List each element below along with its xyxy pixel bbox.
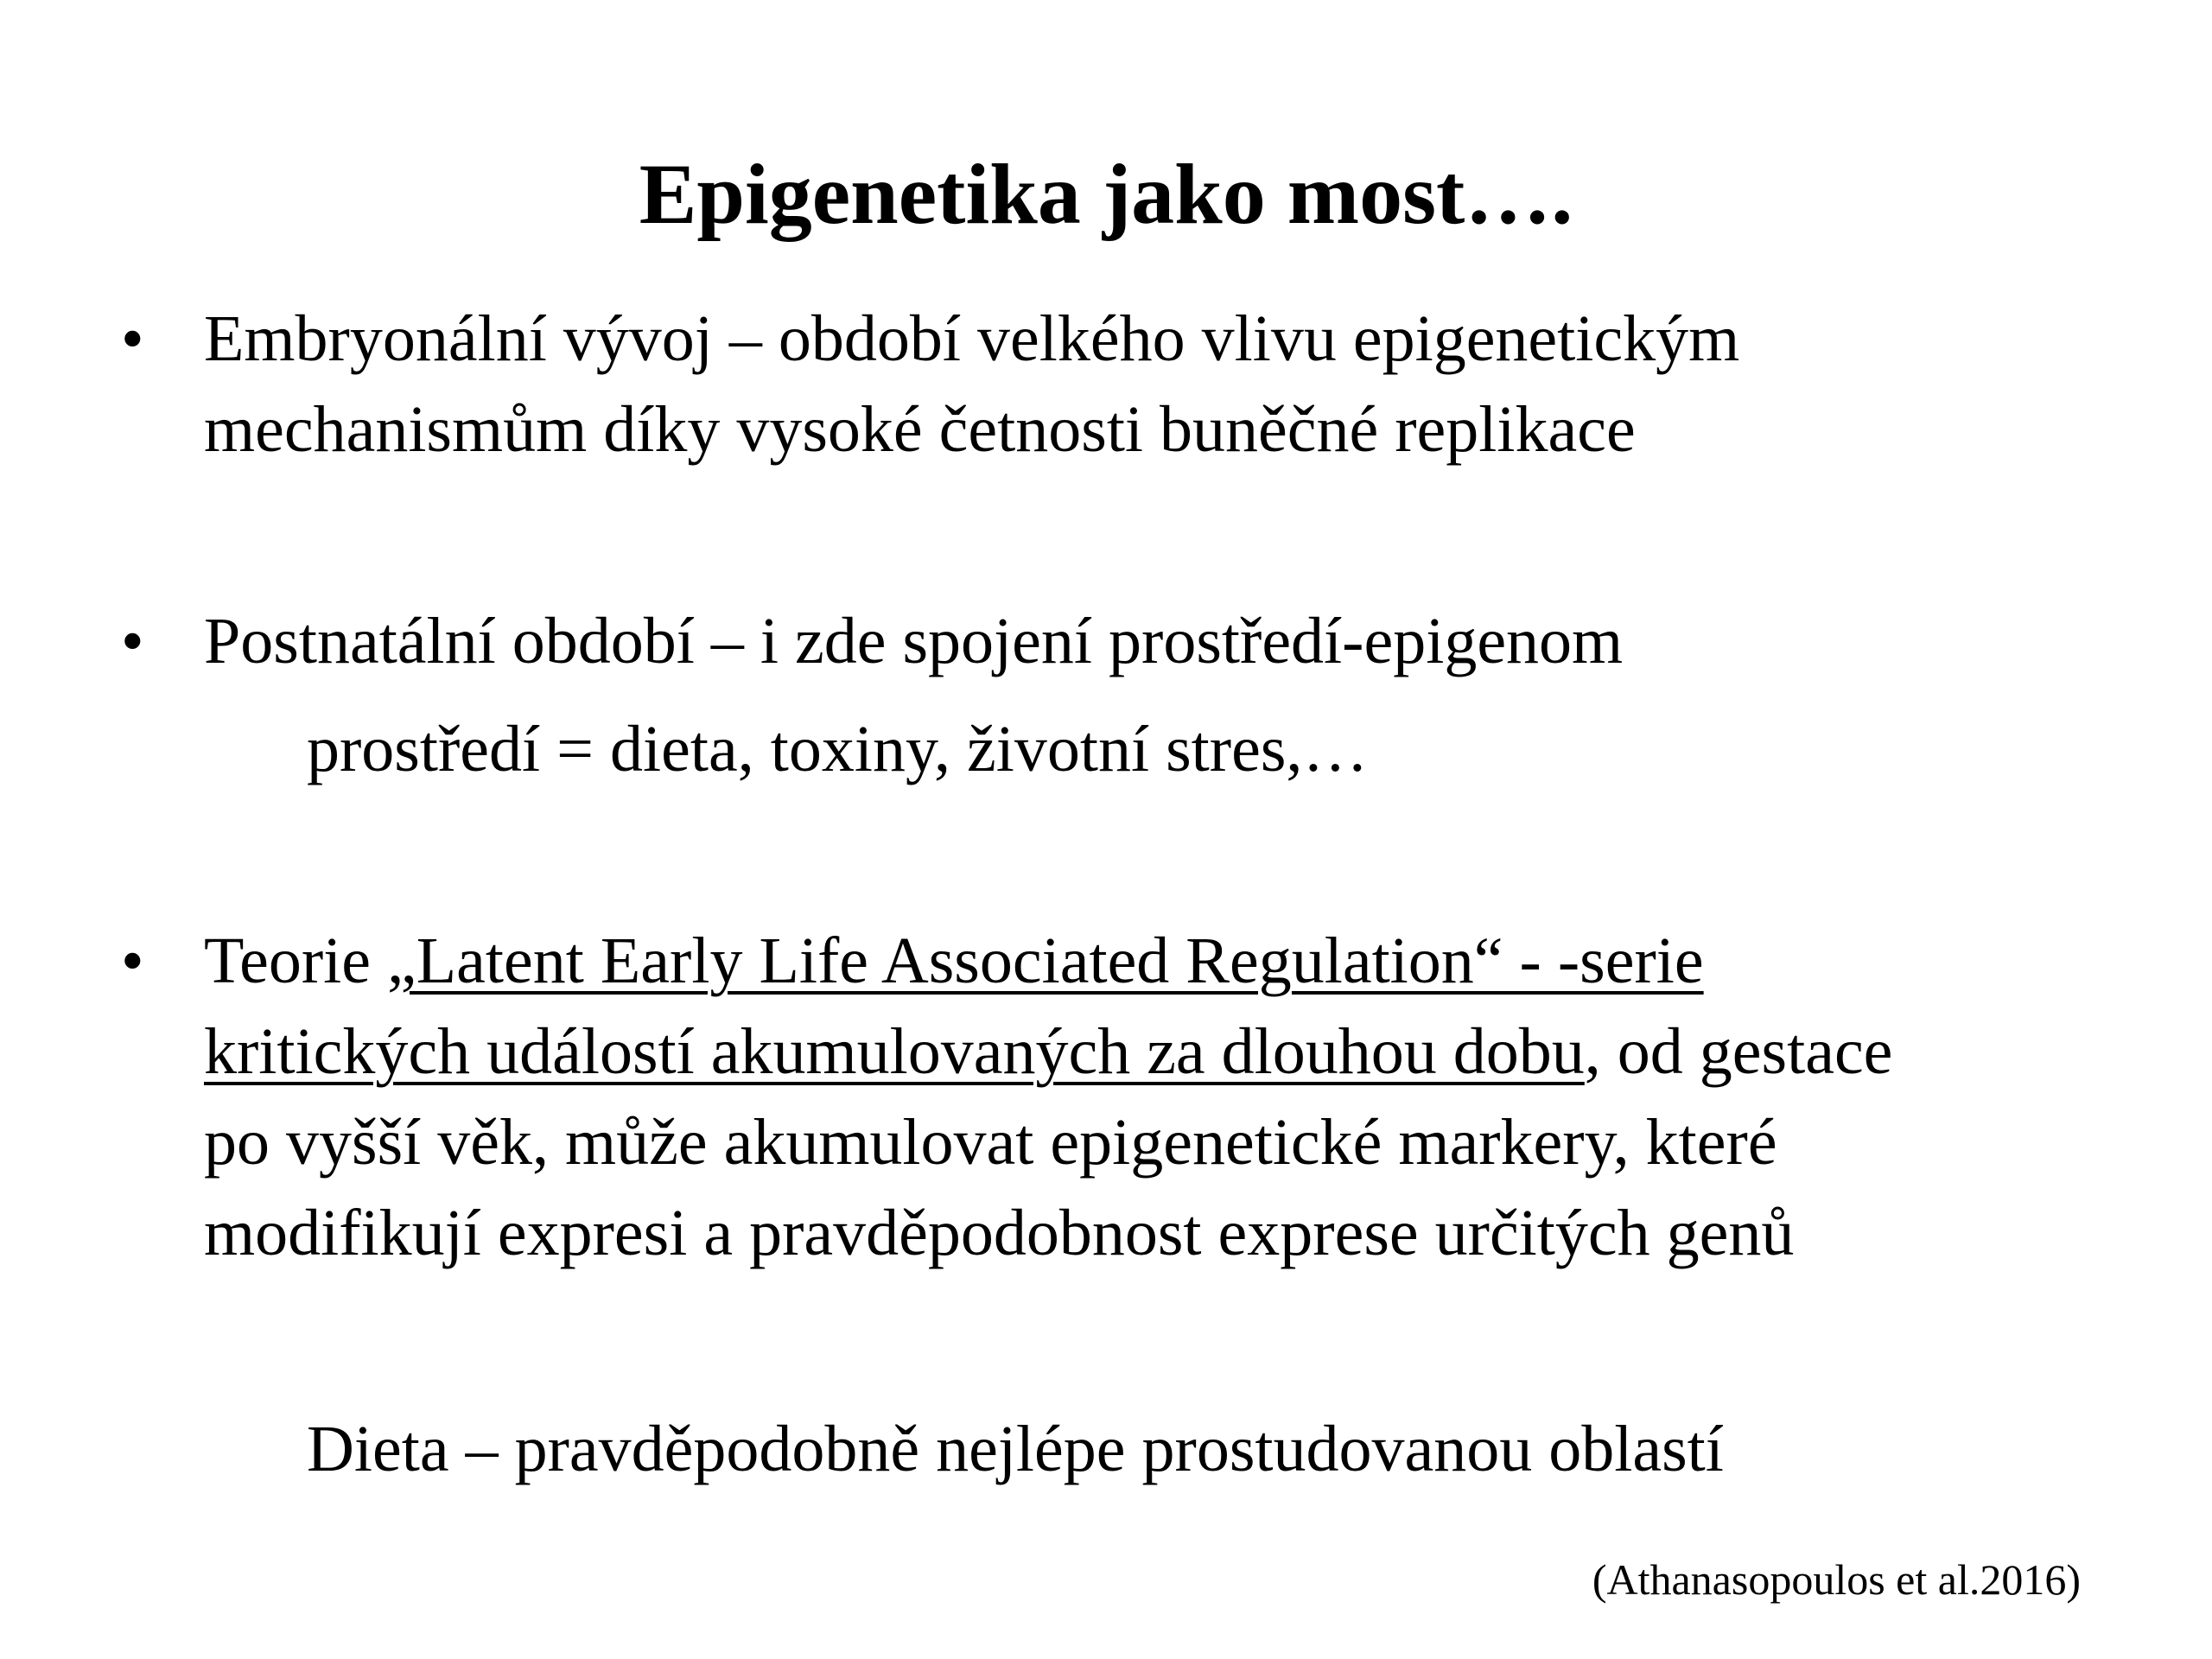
diet-note: Dieta – pravděpodobně nejlépe prostudovanou oblastí	[307, 1413, 1724, 1485]
theory-underlined-1: „Latent Early Life Associated Regulation“ - -serie	[387, 925, 1704, 997]
bullet-line	[204, 1007, 2212, 1097]
bullet-line: po vyšší věk, může akumulovat epigenetické markery, které	[204, 1106, 1777, 1179]
bullet-line	[204, 916, 2212, 1007]
bullet-line: Embryonální vývoj – období velkého vlivu epigenetickým	[204, 302, 1740, 375]
bullet-dot: •	[121, 925, 144, 997]
bullet-line: mechanismům díky vysoké četnosti buněčné replikace	[204, 393, 1636, 466]
environment-subline: prostředí = dieta, toxiny, životní stres,…	[307, 713, 1369, 785]
bullet-text	[204, 294, 2212, 475]
bullet-line: modifikují expresi a pravděpodobnost exprese určitých genů	[204, 1197, 1795, 1269]
theory-line2-rest: , od gestace	[1584, 1015, 1893, 1088]
slide-title: Epigenetika jako most….	[639, 146, 1573, 242]
bullet-dot: •	[121, 302, 144, 375]
bullet-text	[204, 596, 2212, 687]
theory-underlined-2: kritických událostí akumulovaných za dlouhou dobu	[204, 1015, 1585, 1088]
citation: (Athanasopoulos et al.2016)	[1592, 1555, 2081, 1604]
bullet-line: Postnatální období – i zde spojení prostředí-epigenom	[204, 605, 1624, 677]
bullet-text	[204, 916, 2212, 1279]
theory-intro: Teorie	[204, 925, 388, 997]
bullet-dot: •	[121, 605, 144, 677]
